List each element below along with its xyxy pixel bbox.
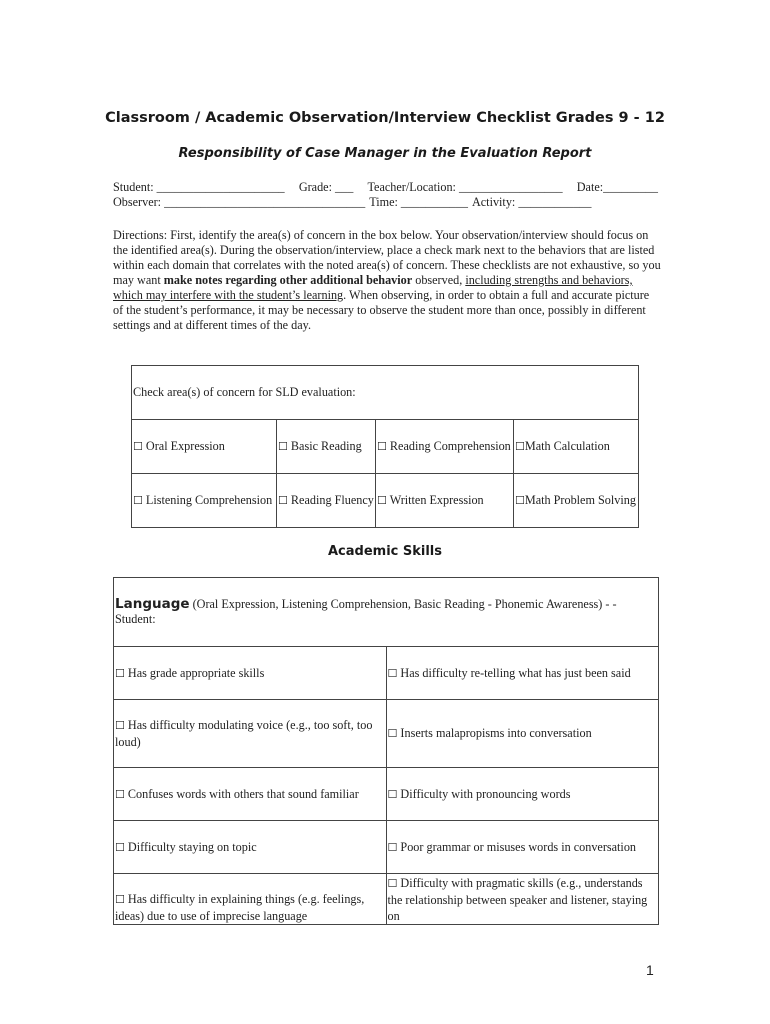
concern-option[interactable] <box>277 420 376 474</box>
checkbox-icon[interactable]: ☐ <box>115 719 125 732</box>
checkbox-icon[interactable]: ☐ <box>515 494 525 507</box>
item-label: Has difficulty modulating voice (e.g., too soft, too loud) <box>115 718 373 749</box>
checkbox-icon[interactable]: ☐ <box>115 840 125 854</box>
checklist-item[interactable] <box>386 821 659 874</box>
checkbox-icon[interactable]: ☐ <box>278 440 288 453</box>
checklist-item[interactable] <box>114 821 387 874</box>
checkbox-icon[interactable]: ☐ <box>115 787 125 801</box>
student-field[interactable]: Student: _____________________ <box>113 180 285 194</box>
language-description: (Oral Expression, Listening Comprehension, Basic Reading - Phonemic Awareness) - - <box>189 597 617 611</box>
checklist-item[interactable] <box>114 768 387 821</box>
directions-text-1: Directions: First, identify the area(s) of concern in the box below. Your observation/interview should focus on the identified area(s). During the observation/interview, place a check mark next to the behaviors that are listed within each domain that correlates with the noted area(s) of concern. These checklists are not exhaustive, so you may want <box>113 228 661 287</box>
item-label: Has difficulty re-telling what has just been said <box>400 665 631 680</box>
grade-field[interactable]: Grade: ___ <box>298 180 354 194</box>
checklist-item[interactable] <box>386 700 659 768</box>
language-label: Language <box>115 596 190 612</box>
option-label: Math Problem Solving <box>524 493 636 507</box>
checkbox-icon[interactable]: ☐ <box>387 787 398 801</box>
directions-text-3: . When observing, in order to obtain a full and accurate picture of the student’s performance, it may be necessary to observe the student more than once, possibly in different settings and at different times of the day. <box>113 288 650 332</box>
option-label: Basic Reading <box>290 439 362 453</box>
concern-option[interactable] <box>514 474 639 528</box>
observer-field[interactable]: Observer: _________________________________ <box>113 195 366 209</box>
item-label: Difficulty with pronouncing words <box>400 786 571 801</box>
checkbox-icon[interactable]: ☐ <box>387 877 398 890</box>
directions-paragraph <box>113 228 661 333</box>
concern-option[interactable] <box>376 474 514 528</box>
directions-bold-text: make notes regarding other additional behavior <box>163 273 413 287</box>
option-label: Reading Comprehension <box>389 439 511 453</box>
concern-option[interactable] <box>277 474 376 528</box>
checklist-item[interactable] <box>114 647 387 700</box>
item-label: Has difficulty in explaining things (e.g. feelings, ideas) due to use of imprecise language <box>115 892 365 923</box>
option-label: Oral Expression <box>145 439 225 453</box>
directions-text-2: observed, <box>412 273 466 287</box>
option-label: Listening Comprehension <box>145 493 273 507</box>
checkbox-icon[interactable]: ☐ <box>115 893 125 906</box>
checkbox-icon[interactable]: ☐ <box>133 440 143 453</box>
academic-skills-heading: Academic Skills <box>327 544 442 559</box>
time-field[interactable]: Time: ___________ <box>369 195 468 209</box>
checkbox-icon[interactable]: ☐ <box>387 840 398 854</box>
concern-option[interactable] <box>376 420 514 474</box>
checkbox-icon[interactable]: ☐ <box>133 494 143 507</box>
item-label: Difficulty with pragmatic skills (e.g., understands the relationship between speaker and listener, staying on <box>387 876 648 923</box>
checklist-item[interactable] <box>114 874 387 925</box>
language-table <box>113 577 659 925</box>
teacher-location-field[interactable]: Teacher/Location: _________________ <box>367 180 563 194</box>
checklist-item[interactable] <box>114 700 387 768</box>
checkbox-icon[interactable]: ☐ <box>377 494 387 507</box>
checkbox-icon[interactable]: ☐ <box>377 440 387 453</box>
option-label: Reading Fluency <box>290 493 374 507</box>
checkbox-icon[interactable]: ☐ <box>387 666 398 680</box>
language-heading <box>114 578 659 647</box>
date-field[interactable]: Date:_________ <box>576 180 658 194</box>
item-label: Poor grammar or misuses words in conversation <box>400 839 637 854</box>
concern-option[interactable] <box>514 420 639 474</box>
item-label: Inserts malapropisms into conversation <box>400 726 592 740</box>
page-title: Classroom / Academic Observation/Interview Checklist Grades 9 - 12 <box>105 110 665 126</box>
item-label: Difficulty staying on topic <box>127 839 257 854</box>
language-student-label: Student: <box>115 612 156 626</box>
concern-option[interactable] <box>132 420 277 474</box>
checklist-item[interactable] <box>386 768 659 821</box>
checkbox-icon[interactable]: ☐ <box>115 666 125 680</box>
checkbox-icon[interactable]: ☐ <box>387 727 398 740</box>
page-number: 1 <box>646 962 654 978</box>
item-label: Has grade appropriate skills <box>127 665 265 680</box>
checkbox-icon[interactable]: ☐ <box>515 440 525 453</box>
page-subtitle: Responsibility of Case Manager in the Evaluation Report <box>178 146 592 161</box>
checklist-item[interactable] <box>386 647 659 700</box>
checklist-item[interactable] <box>386 874 659 925</box>
item-label: Confuses words with others that sound familiar <box>127 786 359 801</box>
option-label: Math Calculation <box>524 439 610 453</box>
concern-option[interactable] <box>132 474 277 528</box>
info-fields <box>113 180 658 210</box>
concern-heading: Check area(s) of concern for SLD evaluation: <box>132 366 639 420</box>
option-label: Written Expression <box>389 493 484 507</box>
checkbox-icon[interactable]: ☐ <box>278 494 288 507</box>
activity-field[interactable]: Activity: ____________ <box>471 195 592 209</box>
concern-table <box>131 365 639 528</box>
directions-underlined-text: including strengths and behaviors, which may interfere with the student’s learning <box>113 273 633 302</box>
